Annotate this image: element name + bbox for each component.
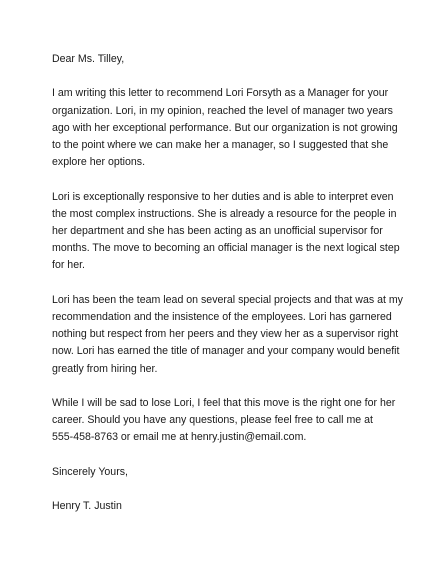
paragraph-recommendation <box>52 85 410 171</box>
signature-name: Henry T. Justin <box>52 500 122 513</box>
text-line: the most complex instructions. She is already a resource for the people in <box>52 207 397 220</box>
text-line: explore her options. <box>52 156 146 169</box>
text-line: Lori has been the team lead on several special projects and that was at my <box>52 293 403 306</box>
text-line: While I will be sad to lose Lori, I feel that this move is the right one for her <box>52 397 396 409</box>
text-line: her department and she has been acting as an unofficial supervisor for <box>52 225 383 237</box>
text-line: months. The move to becoming an official manager is the next logical step <box>52 242 400 255</box>
text-line: organization. Lori, in my opinion, reached the level of manager two years <box>52 104 393 117</box>
closing: Sincerely Yours, <box>52 465 128 478</box>
text-line: now. Lori has earned the title of manager and your company would benefit <box>52 345 400 358</box>
text-line: nothing but respect from her peers and they view her as a supervisor right <box>52 328 399 341</box>
text-line: Lori is exceptionally responsive to her duties and is able to interpret even <box>52 190 394 203</box>
text-line: for her. <box>52 259 85 272</box>
paragraph-team-lead <box>52 292 410 378</box>
text-line: 555-458-8763 or email me at henry.justin@email.com. <box>52 431 307 444</box>
paragraph-contact <box>52 395 410 447</box>
salutation: Dear Ms. Tilley, <box>52 53 125 65</box>
text-line: career. Should you have any questions, please feel free to call me at <box>52 414 373 427</box>
text-line: recommendation and the insistence of the employees. Lori has garnered <box>52 311 392 323</box>
text-line: to the point where we can make her a manager, so I suggested that she <box>52 139 389 151</box>
text-line: greatly from hiring her. <box>52 362 158 375</box>
paragraph-responsiveness <box>52 189 410 275</box>
text-line: I am writing this letter to recommend Lori Forsyth as a Manager for your <box>52 87 389 100</box>
text-line: ago with her exceptional performance. But our organization is not growing <box>52 121 398 134</box>
